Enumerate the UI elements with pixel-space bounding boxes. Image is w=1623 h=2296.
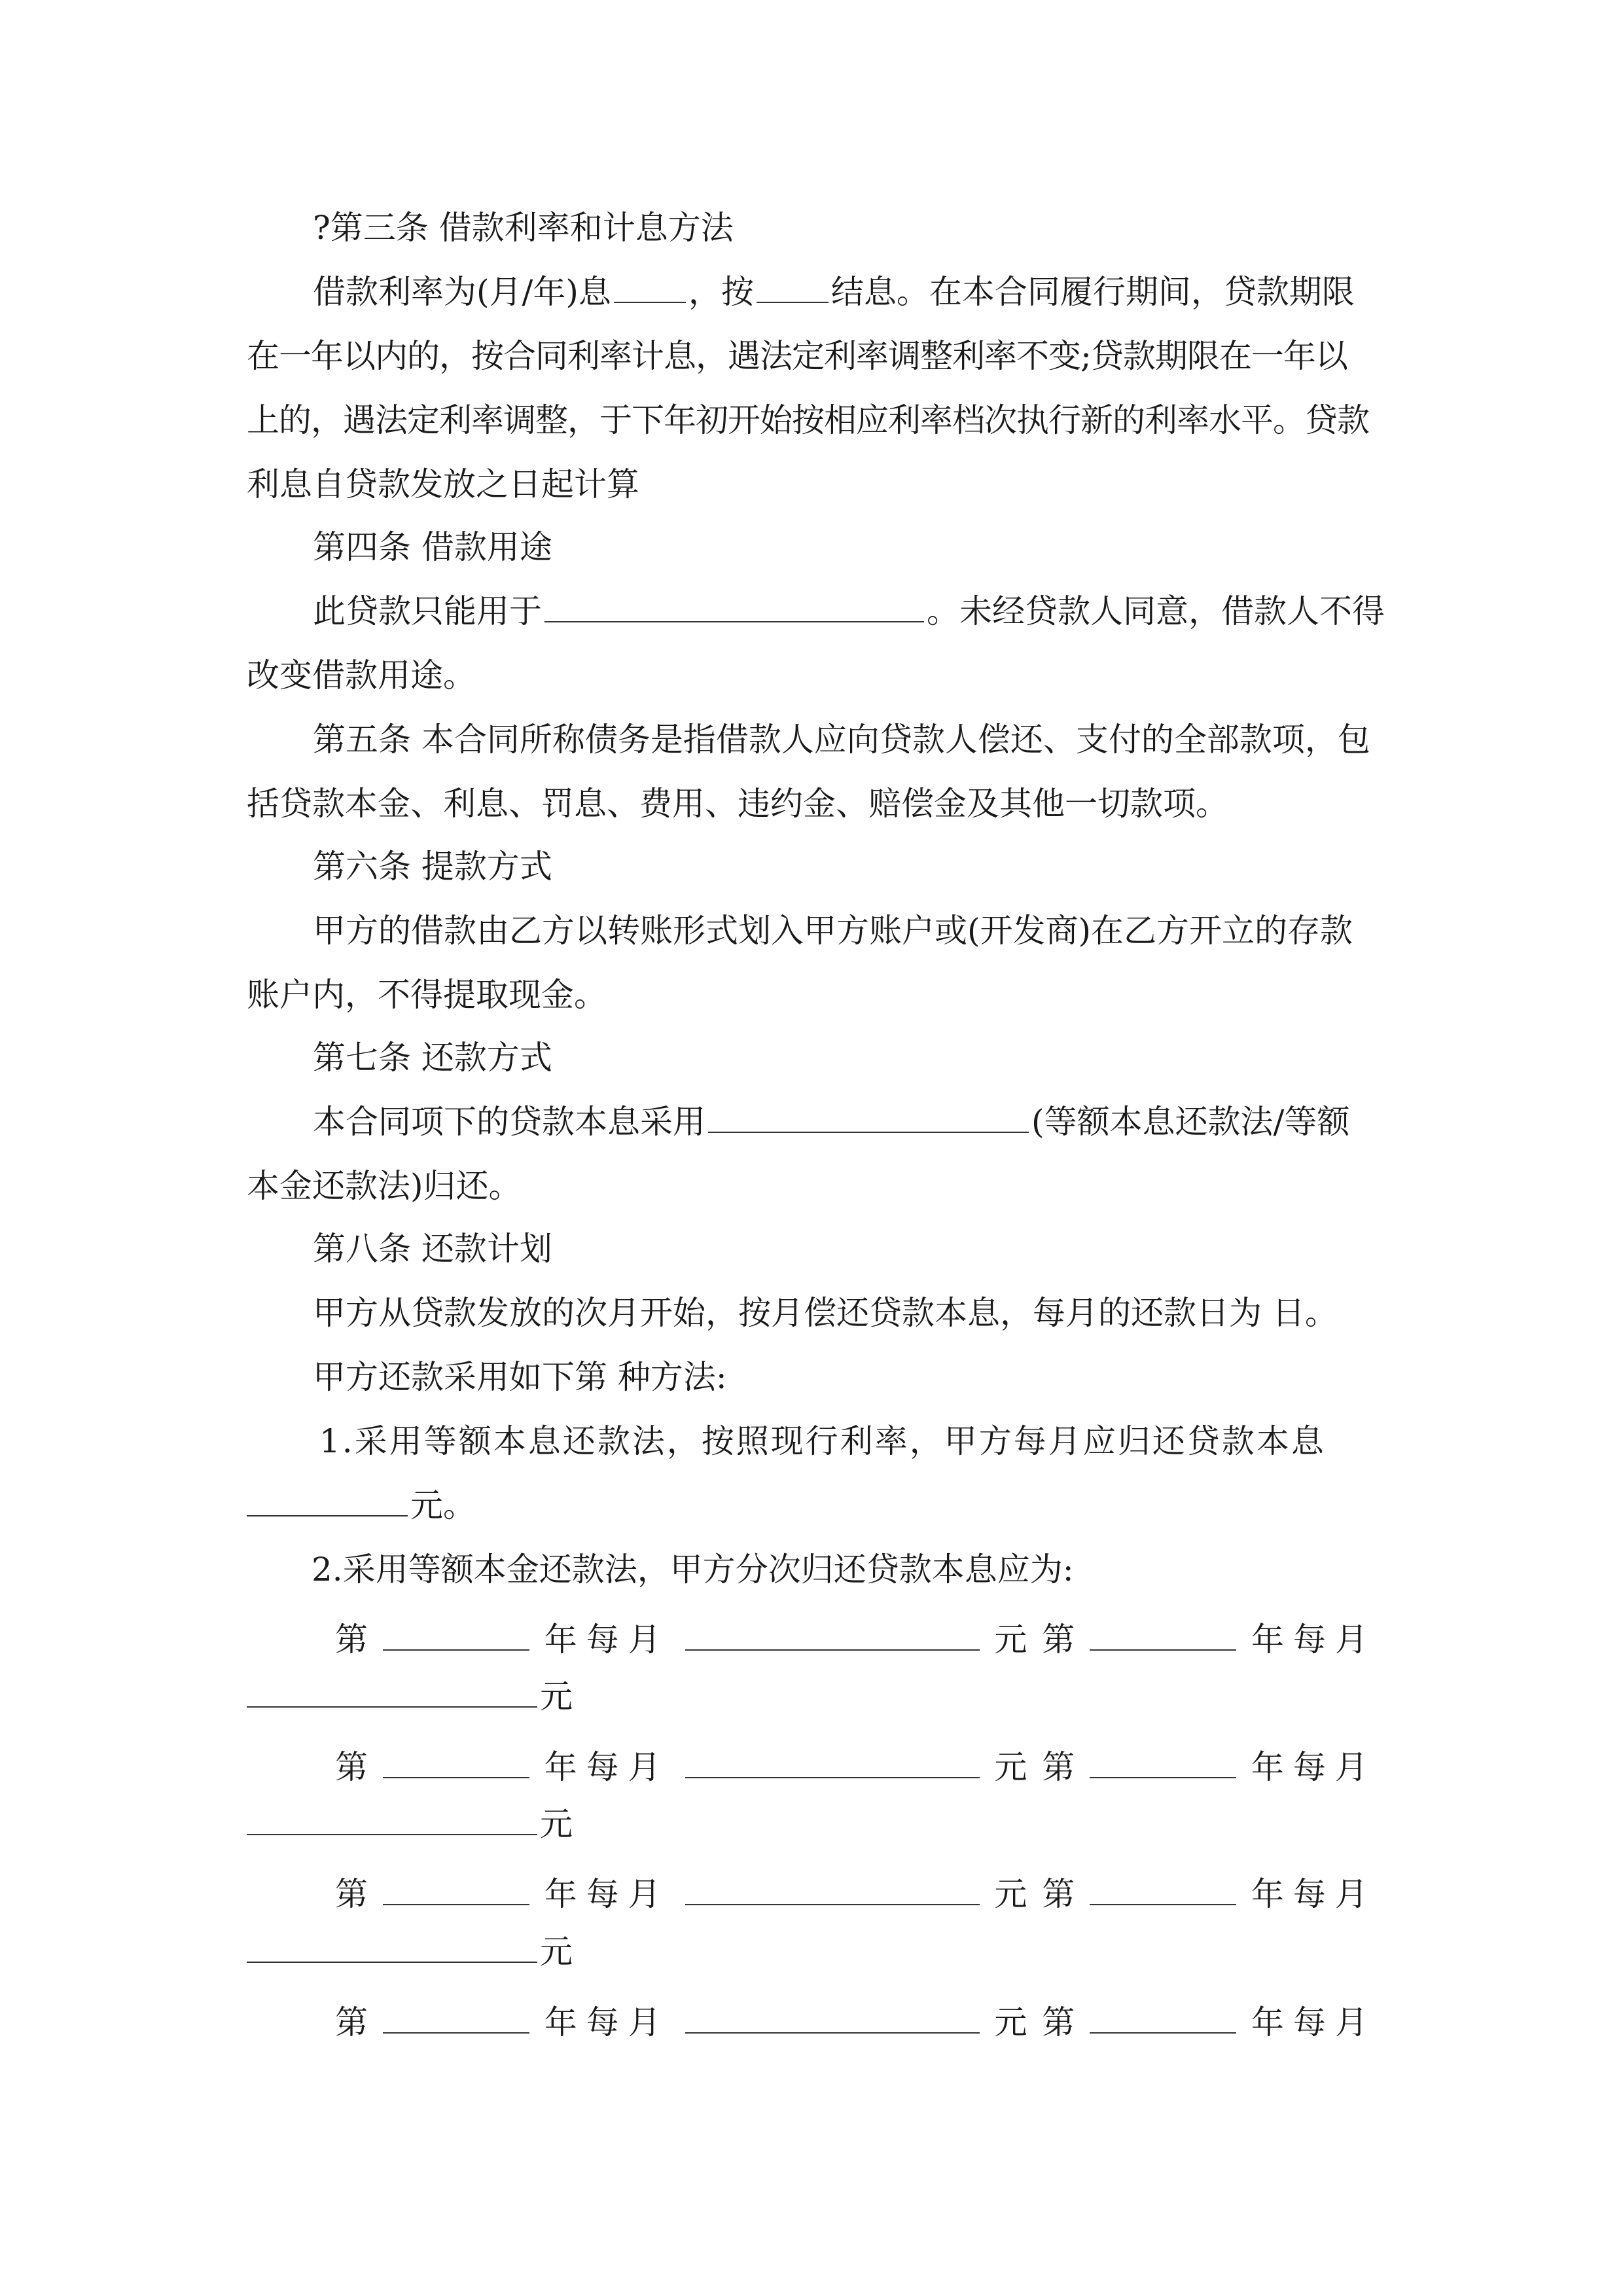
text: 年每月	[544, 2003, 670, 2041]
article-7-line-2: 本金还款法)归还。	[247, 1167, 522, 1205]
text: 第	[335, 2003, 368, 2041]
text: 元	[994, 1748, 1027, 1786]
schedule-row-1-cont: 元	[247, 1677, 573, 1716]
article-8-line-2: 甲方还款采用如下第 种方法:	[313, 1358, 727, 1396]
article-3-line-3: 上的，遇法定利率调整，于下年初开始按相应利率档次执行新的利率水平。贷款	[247, 401, 1369, 439]
schedule-row-1	[335, 1613, 1377, 1660]
article-5-line-2: 括贷款本金、利息、罚息、费用、违约金、赔偿金及其他一切款项。	[247, 785, 1228, 823]
text: 年每月	[544, 1875, 670, 1913]
year-blank[interactable]	[1090, 2003, 1236, 2034]
article-6-line-1: 甲方的借款由乙方以转账形式划入甲方账户或(开发商)在乙方开立的存款	[313, 912, 1353, 950]
text: 第	[335, 1748, 368, 1786]
method-1-line-1: 1.采用等额本息还款法，按照现行利率，甲方每月应归还贷款本息	[319, 1422, 1326, 1460]
amount-blank[interactable]	[247, 1805, 537, 1835]
text: 第	[1042, 2003, 1075, 2041]
article-4-line-2: 改变借款用途。	[247, 656, 476, 694]
year-blank[interactable]	[383, 2003, 529, 2034]
schedule-row-2-cont: 元	[247, 1804, 573, 1844]
schedule-row-3-cont: 元	[247, 1932, 573, 1971]
article-3-title: ?第三条 借款利率和计息方法	[313, 209, 734, 247]
text: 年每月	[1251, 1875, 1377, 1913]
year-blank[interactable]	[383, 1748, 529, 1778]
text: 元	[994, 1621, 1027, 1659]
text: 年每月	[544, 1621, 670, 1659]
text: 年每月	[1251, 1748, 1377, 1786]
text: 第	[1042, 1875, 1075, 1913]
article-3-line-1	[313, 272, 1377, 312]
text: 年每月	[1251, 2003, 1377, 2041]
amount-blank[interactable]	[247, 1933, 537, 1963]
rate-blank[interactable]	[614, 273, 686, 303]
amount-blank[interactable]	[685, 1875, 980, 1905]
article-6-title: 第六条 提款方式	[313, 848, 552, 886]
article-4-title: 第四条 借款用途	[313, 528, 552, 566]
year-blank[interactable]	[383, 1621, 529, 1651]
schedule-row-4	[335, 1996, 1377, 2043]
article-3-line-2: 在一年以内的，按合同利率计息，遇法定利率调整利率不变;贷款期限在一年以	[247, 337, 1347, 375]
article-5-line-1: 第五条 本合同所称债务是指借款人应向贷款人偿还、支付的全部款项，包	[313, 721, 1370, 759]
settlement-blank[interactable]	[757, 273, 829, 303]
amount-blank[interactable]	[685, 2003, 980, 2034]
article-4-line-1: 此贷款只能用于 。未经贷款人同意，借款人不得	[313, 592, 1385, 630]
text: 年每月	[1251, 1621, 1377, 1659]
year-blank[interactable]	[1090, 1875, 1236, 1905]
text: 借款利率为(月/年)息 ，按 结息。在本合同履行期间，贷款期限	[313, 273, 1355, 311]
year-blank[interactable]	[1090, 1748, 1236, 1778]
repayment-method-blank[interactable]	[708, 1103, 1029, 1133]
text: 第	[1042, 1621, 1075, 1659]
monthly-payment-blank[interactable]	[247, 1486, 408, 1516]
text: 元	[994, 1875, 1027, 1913]
amount-blank[interactable]	[247, 1677, 537, 1708]
amount-blank[interactable]	[685, 1621, 980, 1651]
article-7-title: 第七条 还款方式	[313, 1039, 552, 1077]
article-6-line-2: 账户内，不得提取现金。	[247, 976, 607, 1014]
text: 元	[994, 2003, 1027, 2041]
text: 第	[335, 1875, 368, 1913]
schedule-row-3	[335, 1868, 1377, 1915]
article-8-title: 第八条 还款计划	[313, 1230, 552, 1268]
article-8-line-1: 甲方从贷款发放的次月开始，按月偿还贷款本息，每月的还款日为 日。	[313, 1294, 1338, 1332]
method-1-line-2: 元。	[247, 1486, 476, 1525]
method-2-line: 2.采用等额本金还款法，甲方分次归还贷款本息应为:	[312, 1551, 1074, 1588]
year-blank[interactable]	[1090, 1621, 1236, 1651]
amount-blank[interactable]	[685, 1748, 980, 1778]
schedule-row-2	[335, 1741, 1377, 1788]
text: 第	[1042, 1748, 1075, 1786]
article-3-line-4: 利息自贷款发放之日起计算	[247, 465, 639, 503]
text: 年每月	[544, 1748, 670, 1786]
article-7-line-1: 本合同项下的贷款本息采用 (等额本息还款法/等额	[313, 1103, 1350, 1141]
year-blank[interactable]	[383, 1875, 529, 1905]
loan-purpose-blank[interactable]	[544, 592, 924, 622]
text: 第	[335, 1621, 368, 1659]
